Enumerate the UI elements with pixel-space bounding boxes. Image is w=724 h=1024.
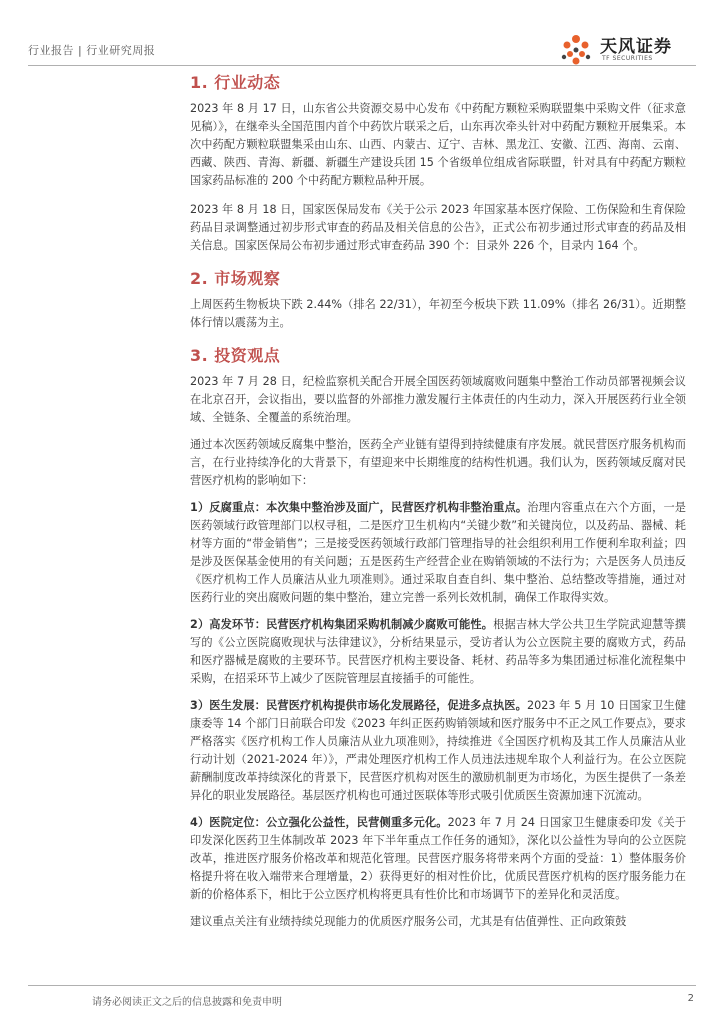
point-heading: 3）医生发展：民营医疗机构提供市场化发展路径，促进多点执医。 bbox=[190, 699, 527, 712]
section-title-industry: 1. 行业动态 bbox=[190, 73, 281, 92]
paragraph bbox=[190, 499, 686, 607]
point-text: 2023 年 7 月 24 日国家卫生健康委印发《关于印发深化医药卫生体制改革 2023 年下半年重点工作任务的通知》，深化以公益性为导向的公立医院改革，推进医疗服务价格改革和规范化管理。民营医疗服务将带来两个方面的受益：1）整体服务价格提升将在收入端带来合理增量，2）获得更好的相对性价比，优质民营医疗机构的医疗服务能力在新的价格体系下，相比于公立医疗机构将更具有性价比和市场调节下的差异化和灵活度。 bbox=[190, 816, 686, 901]
point-text: 根据吉林大学公共卫生学院武迎慧等撰写的《公立医院腐败现状与法律建议》，分析结果显示，受访者认为公立医院主要的腐败方式，药品和医疗器械是腐败的主要环节。民营医疗机构主要设备、耗材、药品等多为集团通过标准化流程集中采购，在招采环节上减少了医院管理层直接插手的可能性。 bbox=[190, 618, 686, 685]
paragraph bbox=[190, 616, 686, 688]
paragraph: 2023 年 8 月 17 日，山东省公共资源交易中心发布《中药配方颗粒采购联盟集中采购文件（征求意见稿）》，在继牵头全国范围内首个中药饮片联采之后，山东再次牵头针对中药配方颗粒开展集采。本次中药配方颗粒联盟集采由山东、山西、内蒙古、辽宁、吉林、黑龙江、安徽、江西、海南、云南、西藏、陕西、青海、新疆、新疆生产建设兵团 15 个省级单位组成省际联盟，针对具有中药配方颗粒国家药品标准的 200 个中药配方颗粒品种开展。 bbox=[190, 102, 686, 187]
page-number: 2 bbox=[687, 993, 694, 1004]
paragraph bbox=[190, 697, 686, 805]
point-heading: 2）高发环节：民营医疗机构集团采购机制减少腐败可能性。 bbox=[190, 618, 494, 631]
report-body bbox=[190, 70, 686, 931]
paragraph: 建议重点关注有业绩持续兑现能力的优质医疗服务公司，尤其是有估值弹性、正向政策鼓 bbox=[190, 915, 627, 928]
disclaimer-text: 请务必阅读正文之后的信息披露和免责申明 bbox=[92, 997, 282, 1008]
paragraph: 2023 年 7 月 28 日，纪检监察机关配合开展全国医药领域腐败问题集中整治工作动员部署视频会议在北京召开，会议指出，要以监督的外部推力激发履行主体责任的内生动力，深入开展医药行业全领域、全链条、全覆盖的系统治理。 bbox=[190, 375, 686, 424]
point-text: 2023 年 5 月 10 日国家卫生健康委等 14 个部门日前联合印发《2023 年纠正医药购销领域和医疗服务中不正之风工作要点》，要求严格落实《医疗机构工作人员廉洁从业九项准则》，持续推进《全国医疗机构及其工作人员廉洁从业行动计划（2021-2024 年）》，严肃处理医疗机构工作人员违法违规牟取个人利益行为。在公立医院薪酬制度改革持续深化的背景下，民营医疗机构对医生的激励机制更为市场化，为医生提供了一条差异化的职业发展路径。基层医疗机构也可通过医联体等形式吸引优质医生资源加速下沉流动。 bbox=[190, 699, 686, 802]
point-text: 治理内容重点在六个方面，一是医药领域行政管理部门以权寻租，二是医疗卫生机构内“关键少数”和关键岗位，以及药品、器械、耗材等方面的“带金销售”；三是接受医药领域行政部门管理指导的社会组织利用工作便利牟取利益；四是涉及医保基金使用的有关问题；五是医药生产经营企业在购销领域的不法行为；六是医务人员违反《医疗机构工作人员廉洁从业九项准则》。通过采取自查自纠、集中整治、总结整改等措施，通过对医药行业的突出腐败问题的集中整治，建立完善一系列长效机制，确保工作取得实效。 bbox=[190, 501, 686, 604]
report-type-label: 行业报告 | 行业研究周报 bbox=[28, 44, 156, 57]
paragraph: 2023 年 8 月 18 日，国家医保局发布《关于公示 2023 年国家基本医疗保险、工伤保险和生育保险药品目录调整通过初步形式审查的药品及相关信息的公告》，正式公布初步通过形式审查的药品及相关信息。国家医保局公布初步通过形式审查药品 390 个：目录外 226 个，目录内 164 个。 bbox=[190, 203, 686, 252]
header-divider bbox=[28, 65, 696, 66]
page-header bbox=[28, 37, 696, 64]
logo-name-en: TF SECURITIES bbox=[602, 55, 653, 62]
section-title-invest: 3. 投资观点 bbox=[190, 346, 281, 365]
tf-securities-logo-icon bbox=[556, 30, 596, 70]
footer-divider bbox=[28, 985, 696, 986]
company-logo bbox=[556, 30, 696, 70]
section-title-market: 2. 市场观察 bbox=[190, 269, 281, 288]
point-heading: 1）反腐重点：本次集中整治涉及面广，民营医疗机构非整治重点。 bbox=[190, 501, 528, 514]
point-heading: 4）医院定位：公立强化公益性，民营侧重多元化。 bbox=[190, 816, 448, 829]
paragraph: 上周医药生物板块下跌 2.44%（排名 22/31），年初至今板块下跌 11.09%（排名 26/31）。近期整体行情以震荡为主。 bbox=[190, 298, 686, 329]
paragraph: 通过本次医药领域反腐集中整治，医药全产业链有望得到持续健康有序发展。就民营医疗服务机构而言，在行业持续净化的大背景下，有望迎来中长期维度的结构性机遇。我们认为，医药领域反腐对民营医疗机构的影响如下： bbox=[190, 438, 686, 487]
logo-name-cn: 天风证券 bbox=[600, 37, 672, 57]
paragraph bbox=[190, 814, 686, 904]
